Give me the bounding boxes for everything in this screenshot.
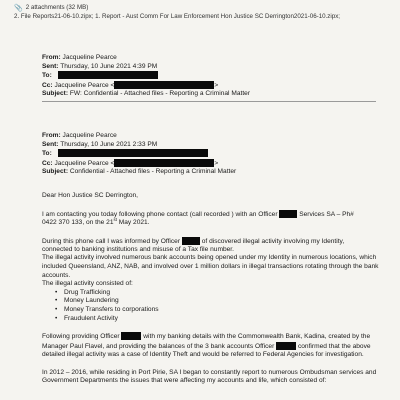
attachment-file-list[interactable]: 2. File Reports21-06-10.zipx; 1. Report - Aust Comm For Law Enforcement Hon Justice SC Derrington2021-06-10.zipx; [14,13,341,20]
header-cc-row: Cc: Jacqueline Pearce < > [42,159,219,167]
header-from-row: From: Jacqueline Pearce [42,132,117,139]
attachment-summary: 2 attachments (32 MB) [25,4,89,11]
redaction-box [114,81,214,89]
header-from-row: From: Jacqueline Pearce [42,54,117,61]
email-header-forward [42,54,250,98]
subject-value: FW: Confidential - Attached files - Reporting a Criminal Matter [69,89,251,97]
greeting: Dear Hon Justice SC Derrington, [42,192,139,199]
redaction-box [58,71,158,79]
letter-body [42,192,380,395]
email-header-original [42,132,236,176]
from-value: Jacqueline Pearce [62,54,117,61]
activity-list [42,289,380,323]
from-value: Jacqueline Pearce [62,132,117,139]
redaction-box [121,332,141,340]
list-item: • Drug Trafficking [64,289,380,298]
paragraph-2: During this phone call I was informed by Officer of discovered illegal activity involving my Identity, connected to banking institutions and misuse of a Tax file number. [42,237,345,253]
redaction-box [279,210,297,218]
subject-value: Confidential - Attached files - Reporting a Criminal Matter [69,167,237,175]
redaction-box [182,237,200,245]
header-cc-row: Cc: Jacqueline Pearce < > [42,81,219,89]
paragraph-3: The illegal activity involved numerous bank accounts being opened under my Identity in numerous locations, which included Queensland, ANZ, NAB, and involved over 1 million dollars in illegal transactions rotating through the bank accounts. [42,254,379,279]
header-sent-row: Sent: Thursday, 10 June 2021 4:39 PM [42,62,158,70]
paragraph-5: Following providing Officer with my banking details with the Commonwealth Bank, Kadina, created by the Manager Paul Flavel, and providing the balances of the 3 bank accounts Officer confirmed that the above detailed illegal activity was a case of Identity Theft and would be referred to Federal Agencies for investigation. [42,332,371,358]
list-item: • Fraudulent Activity [64,315,380,324]
header-to-row: To: [42,71,250,80]
redaction-box [114,159,214,167]
sent-value: Thursday, 10 June 2021 4:39 PM [60,62,158,70]
list-item: • Money Laundering [64,297,380,306]
header-subject-row: Subject: FW: Confidential - Attached files - Reporting a Criminal Matter [42,89,251,97]
attachment-summary-row[interactable] [14,3,394,12]
header-sent-row: Sent: Thursday, 10 June 2021 2:33 PM [42,140,158,148]
redaction-box [276,342,296,350]
paragraph-4: The illegal activity consisted of: [42,280,133,288]
attachment-bar [14,3,394,21]
header-subject-row: Subject: Confidential - Attached files - Reporting a Criminal Matter [42,167,237,175]
header-divider [42,101,376,102]
sent-value: Thursday, 10 June 2021 2:33 PM [60,140,158,148]
redaction-box [58,149,208,157]
list-item: • Money Transfers to corporations [64,306,380,315]
header-to-row: To: [42,149,236,158]
paragraph-1: I am contacting you today following phone contact (call recorded ) with an Officer Services SA – Ph# 0422 370 133, on the 21st May 2021. [42,210,354,226]
paragraph-6: In 2012 – 2016, while residing in Port Pirie, SA I began to constantly report to numerous Ombudsman services and Government Departments the issues that were affecting my accounts and life, which consisted of: [42,368,377,385]
paperclip-icon: 📎 [14,4,23,12]
